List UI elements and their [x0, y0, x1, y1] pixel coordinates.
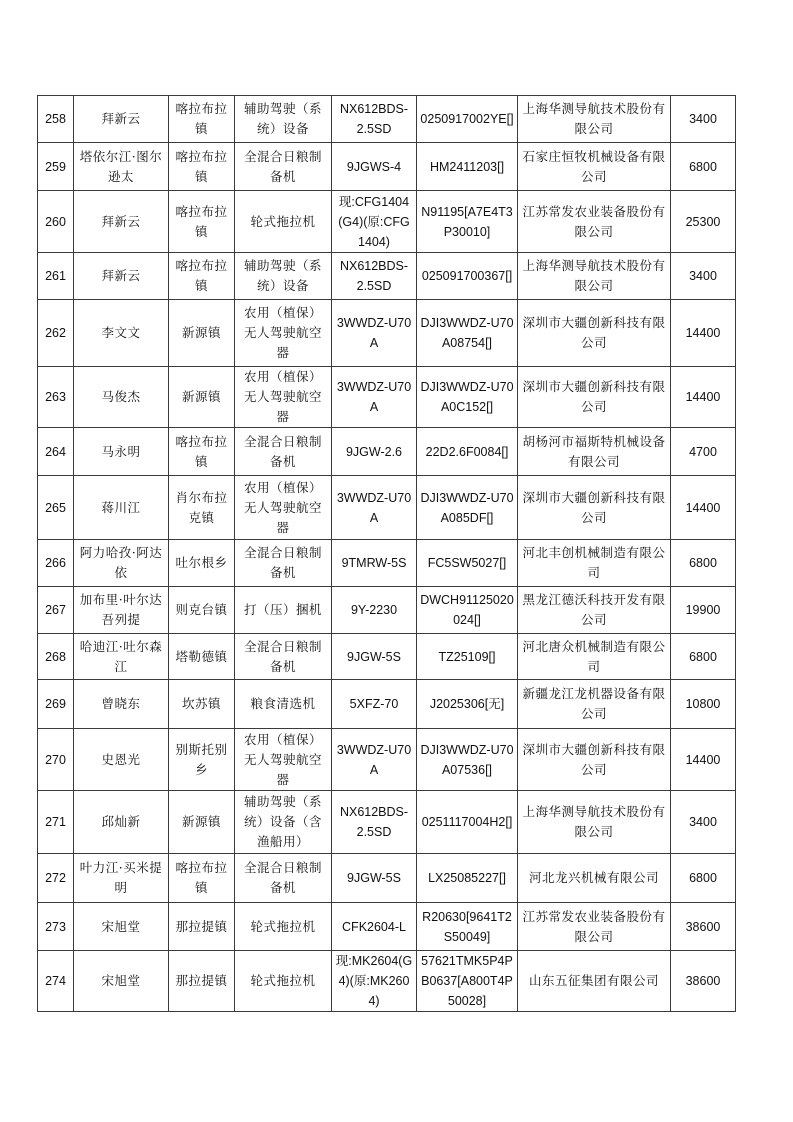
manufacturer-cell: 深圳市大疆创新科技有限公司 [518, 729, 671, 791]
row-number-cell: 273 [38, 903, 74, 951]
town-cell: 新源镇 [169, 367, 235, 428]
table-row [38, 143, 736, 191]
town-cell: 则克台镇 [169, 587, 235, 634]
subsidy-table [37, 95, 736, 1012]
town-cell: 坎苏镇 [169, 680, 235, 729]
name-cell: 曾晓东 [74, 680, 169, 729]
machine-type-cell: 农用（植保）无人驾驶航空器 [235, 367, 332, 428]
row-number-cell: 263 [38, 367, 74, 428]
amount-cell: 6800 [671, 540, 736, 587]
amount-cell: 14400 [671, 729, 736, 791]
table-row [38, 428, 736, 476]
model-cell: 9JGW-5S [332, 634, 417, 680]
machine-type-cell: 农用（植保）无人驾驶航空器 [235, 300, 332, 367]
amount-cell: 4700 [671, 428, 736, 476]
table-row [38, 634, 736, 680]
manufacturer-cell: 石家庄恒牧机械设备有限公司 [518, 143, 671, 191]
serial-number-cell: DJI3WWDZ-U70A08754[] [417, 300, 518, 367]
machine-type-cell: 轮式拖拉机 [235, 191, 332, 253]
manufacturer-cell: 江苏常发农业装备股份有限公司 [518, 903, 671, 951]
town-cell: 那拉提镇 [169, 903, 235, 951]
amount-cell: 14400 [671, 476, 736, 540]
row-number-cell: 267 [38, 587, 74, 634]
town-cell: 喀拉布拉镇 [169, 191, 235, 253]
town-cell: 塔勒德镇 [169, 634, 235, 680]
machine-type-cell: 全混合日粮制备机 [235, 540, 332, 587]
amount-cell: 6800 [671, 634, 736, 680]
model-cell: 3WWDZ-U70A [332, 476, 417, 540]
manufacturer-cell: 河北唐众机械制造有限公司 [518, 634, 671, 680]
name-cell: 马永明 [74, 428, 169, 476]
name-cell: 邱灿新 [74, 791, 169, 854]
manufacturer-cell: 深圳市大疆创新科技有限公司 [518, 476, 671, 540]
table-row [38, 587, 736, 634]
table-row [38, 476, 736, 540]
table-row [38, 253, 736, 300]
manufacturer-cell: 深圳市大疆创新科技有限公司 [518, 367, 671, 428]
amount-cell: 19900 [671, 587, 736, 634]
machine-type-cell: 打（压）捆机 [235, 587, 332, 634]
machine-type-cell: 农用（植保）无人驾驶航空器 [235, 476, 332, 540]
amount-cell: 3400 [671, 96, 736, 143]
row-number-cell: 268 [38, 634, 74, 680]
row-number-cell: 266 [38, 540, 74, 587]
town-cell: 新源镇 [169, 791, 235, 854]
machine-type-cell: 全混合日粮制备机 [235, 854, 332, 903]
serial-number-cell: LX25085227[] [417, 854, 518, 903]
amount-cell: 6800 [671, 854, 736, 903]
machine-type-cell: 全混合日粮制备机 [235, 143, 332, 191]
table-row [38, 791, 736, 854]
serial-number-cell: DJI3WWDZ-U70A07536[] [417, 729, 518, 791]
serial-number-cell: TZ25109[] [417, 634, 518, 680]
table-body [38, 96, 736, 1012]
row-number-cell: 258 [38, 96, 74, 143]
manufacturer-cell: 上海华测导航技术股份有限公司 [518, 791, 671, 854]
model-cell: NX612BDS-2.5SD [332, 791, 417, 854]
name-cell: 宋旭堂 [74, 903, 169, 951]
name-cell: 哈迪江·吐尔森江 [74, 634, 169, 680]
amount-cell: 25300 [671, 191, 736, 253]
model-cell: CFK2604-L [332, 903, 417, 951]
amount-cell: 3400 [671, 253, 736, 300]
model-cell: NX612BDS-2.5SD [332, 96, 417, 143]
name-cell: 史恩光 [74, 729, 169, 791]
row-number-cell: 265 [38, 476, 74, 540]
town-cell: 喀拉布拉镇 [169, 96, 235, 143]
manufacturer-cell: 山东五征集团有限公司 [518, 951, 671, 1012]
model-cell: 9Y-2230 [332, 587, 417, 634]
amount-cell: 6800 [671, 143, 736, 191]
name-cell: 阿力哈孜·阿达依 [74, 540, 169, 587]
town-cell: 喀拉布拉镇 [169, 428, 235, 476]
serial-number-cell: DWCH91125020024[] [417, 587, 518, 634]
town-cell: 别斯托别乡 [169, 729, 235, 791]
table-row [38, 951, 736, 1012]
manufacturer-cell: 河北龙兴机械有限公司 [518, 854, 671, 903]
serial-number-cell: J2025306[无] [417, 680, 518, 729]
name-cell: 马俊杰 [74, 367, 169, 428]
machine-type-cell: 轮式拖拉机 [235, 903, 332, 951]
model-cell: 3WWDZ-U70A [332, 300, 417, 367]
town-cell: 喀拉布拉镇 [169, 143, 235, 191]
serial-number-cell: DJI3WWDZ-U70A0C152[] [417, 367, 518, 428]
manufacturer-cell: 上海华测导航技术股份有限公司 [518, 253, 671, 300]
serial-number-cell: 22D2.6F0084[] [417, 428, 518, 476]
row-number-cell: 264 [38, 428, 74, 476]
manufacturer-cell: 江苏常发农业装备股份有限公司 [518, 191, 671, 253]
machine-type-cell: 全混合日粮制备机 [235, 634, 332, 680]
name-cell: 塔依尔江·图尔逊太 [74, 143, 169, 191]
machine-type-cell: 辅助驾驶（系统）设备（含渔船用） [235, 791, 332, 854]
row-number-cell: 269 [38, 680, 74, 729]
manufacturer-cell: 上海华测导航技术股份有限公司 [518, 96, 671, 143]
town-cell: 肖尔布拉克镇 [169, 476, 235, 540]
table-row [38, 96, 736, 143]
row-number-cell: 262 [38, 300, 74, 367]
table-row [38, 680, 736, 729]
row-number-cell: 272 [38, 854, 74, 903]
name-cell: 李文文 [74, 300, 169, 367]
table-row [38, 191, 736, 253]
machine-type-cell: 轮式拖拉机 [235, 951, 332, 1012]
model-cell: 9TMRW-5S [332, 540, 417, 587]
row-number-cell: 261 [38, 253, 74, 300]
row-number-cell: 270 [38, 729, 74, 791]
table-row [38, 729, 736, 791]
name-cell: 宋旭堂 [74, 951, 169, 1012]
machine-type-cell: 粮食清选机 [235, 680, 332, 729]
table-row [38, 300, 736, 367]
model-cell: 3WWDZ-U70A [332, 729, 417, 791]
serial-number-cell: R20630[9641T2S50049] [417, 903, 518, 951]
row-number-cell: 271 [38, 791, 74, 854]
amount-cell: 38600 [671, 903, 736, 951]
name-cell: 叶力江·买米提明 [74, 854, 169, 903]
amount-cell: 14400 [671, 300, 736, 367]
model-cell: 现:CFG1404(G4)(原:CFG1404) [332, 191, 417, 253]
amount-cell: 3400 [671, 791, 736, 854]
name-cell: 蒋川江 [74, 476, 169, 540]
row-number-cell: 259 [38, 143, 74, 191]
manufacturer-cell: 深圳市大疆创新科技有限公司 [518, 300, 671, 367]
table-row [38, 854, 736, 903]
amount-cell: 14400 [671, 367, 736, 428]
name-cell: 拜新云 [74, 253, 169, 300]
model-cell: 9JGW-2.6 [332, 428, 417, 476]
machine-type-cell: 农用（植保）无人驾驶航空器 [235, 729, 332, 791]
serial-number-cell: DJI3WWDZ-U70A085DF[] [417, 476, 518, 540]
manufacturer-cell: 胡杨河市福斯特机械设备有限公司 [518, 428, 671, 476]
machine-type-cell: 辅助驾驶（系统）设备 [235, 253, 332, 300]
serial-number-cell: 0251117004H2[] [417, 791, 518, 854]
serial-number-cell: 0250917002YE[] [417, 96, 518, 143]
name-cell: 加布里·叶尔达吾列提 [74, 587, 169, 634]
model-cell: NX612BDS-2.5SD [332, 253, 417, 300]
town-cell: 喀拉布拉镇 [169, 854, 235, 903]
model-cell: 9JGWS-4 [332, 143, 417, 191]
model-cell: 9JGW-5S [332, 854, 417, 903]
serial-number-cell: 57621TMK5P4PB0637[A800T4P50028] [417, 951, 518, 1012]
amount-cell: 38600 [671, 951, 736, 1012]
manufacturer-cell: 新疆龙江龙机器设备有限公司 [518, 680, 671, 729]
town-cell: 吐尔根乡 [169, 540, 235, 587]
serial-number-cell: FC5SW5027[] [417, 540, 518, 587]
serial-number-cell: 025091700367[] [417, 253, 518, 300]
name-cell: 拜新云 [74, 96, 169, 143]
row-number-cell: 260 [38, 191, 74, 253]
machine-type-cell: 全混合日粮制备机 [235, 428, 332, 476]
manufacturer-cell: 河北丰创机械制造有限公司 [518, 540, 671, 587]
row-number-cell: 274 [38, 951, 74, 1012]
serial-number-cell: N91195[A7E4T3P30010] [417, 191, 518, 253]
amount-cell: 10800 [671, 680, 736, 729]
table-row [38, 903, 736, 951]
serial-number-cell: HM2411203[] [417, 143, 518, 191]
machine-type-cell: 辅助驾驶（系统）设备 [235, 96, 332, 143]
model-cell: 5XFZ-70 [332, 680, 417, 729]
table-row [38, 540, 736, 587]
model-cell: 3WWDZ-U70A [332, 367, 417, 428]
town-cell: 新源镇 [169, 300, 235, 367]
town-cell: 喀拉布拉镇 [169, 253, 235, 300]
table-row [38, 367, 736, 428]
model-cell: 现:MK2604(G4)(原:MK2604) [332, 951, 417, 1012]
name-cell: 拜新云 [74, 191, 169, 253]
town-cell: 那拉提镇 [169, 951, 235, 1012]
manufacturer-cell: 黑龙江德沃科技开发有限公司 [518, 587, 671, 634]
